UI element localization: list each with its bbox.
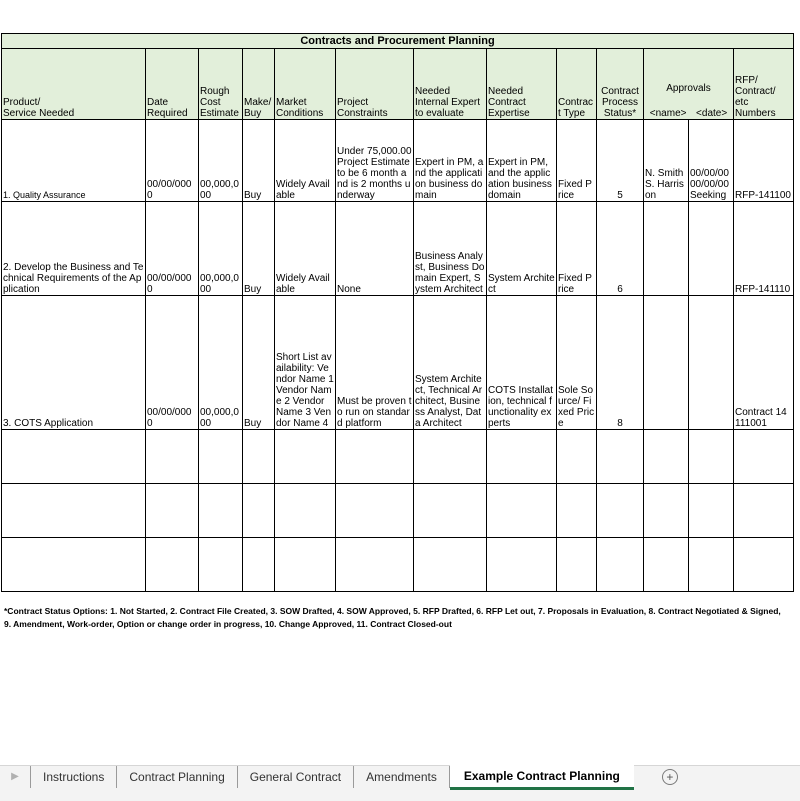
cell-product[interactable]: 2. Develop the Business and Technical Requirements of the Application [2,202,146,296]
cell-contract-expertise[interactable]: COTS Installation, technical functionality experts [487,296,557,430]
cell-date[interactable]: 00/00/0000 [146,296,199,430]
header-constraints[interactable]: Project Constraints [336,49,414,120]
cell-contract-type[interactable]: Fixed Price [557,202,597,296]
sheet-tab-bar [0,765,800,801]
empty-cell[interactable] [243,484,275,538]
empty-cell[interactable] [2,430,146,484]
cell-constraints[interactable]: None [336,202,414,296]
cell-approval-name[interactable]: N. Smith S. Harrison [644,120,689,202]
empty-cell[interactable] [199,484,243,538]
empty-cell[interactable] [487,484,557,538]
table-row [2,296,794,430]
approvals-title: Approvals [666,83,711,94]
header-product[interactable]: Product/ Service Needed [2,49,146,120]
empty-cell[interactable] [557,538,597,592]
empty-cell[interactable] [336,430,414,484]
cell-market[interactable]: Short List availability: Vendor Name 1 Vendor Name 2 Vendor Name 3 Vendor Name 4 [275,296,336,430]
cell-make-buy[interactable]: Buy [243,120,275,202]
cell-approval-date[interactable]: 00/00/0000/00/00 Seeking [689,120,734,202]
header-make-buy[interactable]: Make/ Buy [243,49,275,120]
empty-cell[interactable] [644,538,689,592]
empty-row [2,484,794,538]
header-status[interactable]: Contract Process Status* [597,49,644,120]
cell-market[interactable]: Widely Available [275,202,336,296]
empty-cell[interactable] [243,538,275,592]
add-sheet-icon[interactable]: + [662,769,678,785]
cell-approval-name[interactable] [644,296,689,430]
cell-contract-expertise[interactable]: Expert in PM, and the application business domain [487,120,557,202]
cell-make-buy[interactable]: Buy [243,202,275,296]
approvals-name-label: <name> [649,108,687,119]
cell-cost[interactable]: 00,000,000 [199,120,243,202]
tab-instructions[interactable]: Instructions [30,766,117,788]
cell-cost[interactable]: 00,000,000 [199,202,243,296]
empty-cell[interactable] [146,484,199,538]
empty-cell[interactable] [597,538,644,592]
cell-contract-type[interactable]: Sole Source/ Fixed Price [557,296,597,430]
header-contract-type[interactable]: Contrac t Type [557,49,597,120]
approvals-date-label: <date> [696,108,728,119]
cell-make-buy[interactable]: Buy [243,296,275,430]
header-date[interactable]: Date Required [146,49,199,120]
cell-status[interactable]: 8 [597,296,644,430]
empty-cell[interactable] [597,430,644,484]
cell-cost[interactable]: 00,000,000 [199,296,243,430]
empty-cell[interactable] [146,430,199,484]
cell-market[interactable]: Widely Available [275,120,336,202]
tab-amendments[interactable]: Amendments [354,766,450,788]
empty-cell[interactable] [336,484,414,538]
header-contract-expertise[interactable]: Needed Contract Expertise [487,49,557,120]
empty-cell[interactable] [557,430,597,484]
empty-cell[interactable] [414,538,487,592]
table-row [2,202,794,296]
empty-cell[interactable] [734,484,794,538]
cell-status[interactable]: 5 [597,120,644,202]
empty-cell[interactable] [597,484,644,538]
empty-cell[interactable] [199,430,243,484]
empty-cell[interactable] [644,484,689,538]
cell-rfp[interactable]: Contract 14111001 [734,296,794,430]
empty-row [2,538,794,592]
empty-cell[interactable] [644,430,689,484]
empty-cell[interactable] [2,538,146,592]
empty-cell[interactable] [734,430,794,484]
empty-cell[interactable] [557,484,597,538]
contract-planning-table [1,33,794,592]
empty-cell[interactable] [487,538,557,592]
cell-rfp[interactable]: RFP-141110 [734,202,794,296]
empty-cell[interactable] [689,484,734,538]
cell-contract-type[interactable]: Fixed Price [557,120,597,202]
empty-cell[interactable] [199,538,243,592]
header-rfp[interactable]: RFP/ Contract/ etc Numbers [734,49,794,120]
cell-contract-expertise[interactable]: System Architect [487,202,557,296]
empty-cell[interactable] [243,430,275,484]
cell-date[interactable]: 00/00/0000 [146,120,199,202]
header-market[interactable]: Market Conditions [275,49,336,120]
empty-row [2,430,794,484]
empty-cell[interactable] [487,430,557,484]
cell-approval-date[interactable] [689,296,734,430]
cell-product[interactable]: 3. COTS Application [2,296,146,430]
table-row [2,120,794,202]
tab-contract-planning[interactable]: Contract Planning [117,766,237,788]
tab-example-contract-planning[interactable]: Example Contract Planning [450,765,634,790]
scroll-tabs-arrow-icon[interactable]: ▶ [11,771,19,782]
empty-cell[interactable] [275,430,336,484]
sheet-title[interactable]: Contracts and Procurement Planning [2,34,794,49]
cell-internal-expert[interactable]: System Architect, Technical Architect, Business Analyst, Data Architect [414,296,487,430]
header-cost[interactable]: Rough Cost Estimate [199,49,243,120]
empty-cell[interactable] [2,484,146,538]
tab-general-contract[interactable]: General Contract [238,766,354,788]
cell-constraints[interactable]: Under 75,000.00 Project Estimate to be 6 month and is 2 months underway [336,120,414,202]
empty-cell[interactable] [275,538,336,592]
cell-internal-expert[interactable]: Expert in PM, and the application business domain [414,120,487,202]
empty-cell[interactable] [275,484,336,538]
cell-constraints[interactable]: Must be proven to run on standard platform [336,296,414,430]
cell-approval-name[interactable] [644,202,689,296]
cell-approval-date[interactable] [689,202,734,296]
empty-cell[interactable] [414,484,487,538]
cell-rfp[interactable]: RFP-141100 [734,120,794,202]
cell-date[interactable]: 00/00/0000 [146,202,199,296]
cell-internal-expert[interactable]: Business Analyst, Business Domain Expert, System Architect [414,202,487,296]
cell-product[interactable]: 1. Quality Assurance [2,120,146,202]
header-approvals[interactable] [644,49,734,120]
empty-cell[interactable] [734,538,794,592]
empty-cell[interactable] [146,538,199,592]
status-footnote[interactable]: *Contract Status Options: 1. Not Started, 2. Contract File Created, 3. SOW Drafted, 4. SOW Approved, 5. RFP Drafted, 6. RFP Let out, 7. Proposals in Evaluation, 8. Contract Negotiated & Signed, 9. Amendment, Work-order, Option or change order in progress, 10. Change Approved, 11. Contract Closed-out [4,606,781,629]
empty-cell[interactable] [336,538,414,592]
cell-status[interactable]: 6 [597,202,644,296]
header-internal-expert[interactable]: Needed Internal Expert to evaluate [414,49,487,120]
empty-cell[interactable] [414,430,487,484]
empty-cell[interactable] [689,538,734,592]
empty-cell[interactable] [689,430,734,484]
